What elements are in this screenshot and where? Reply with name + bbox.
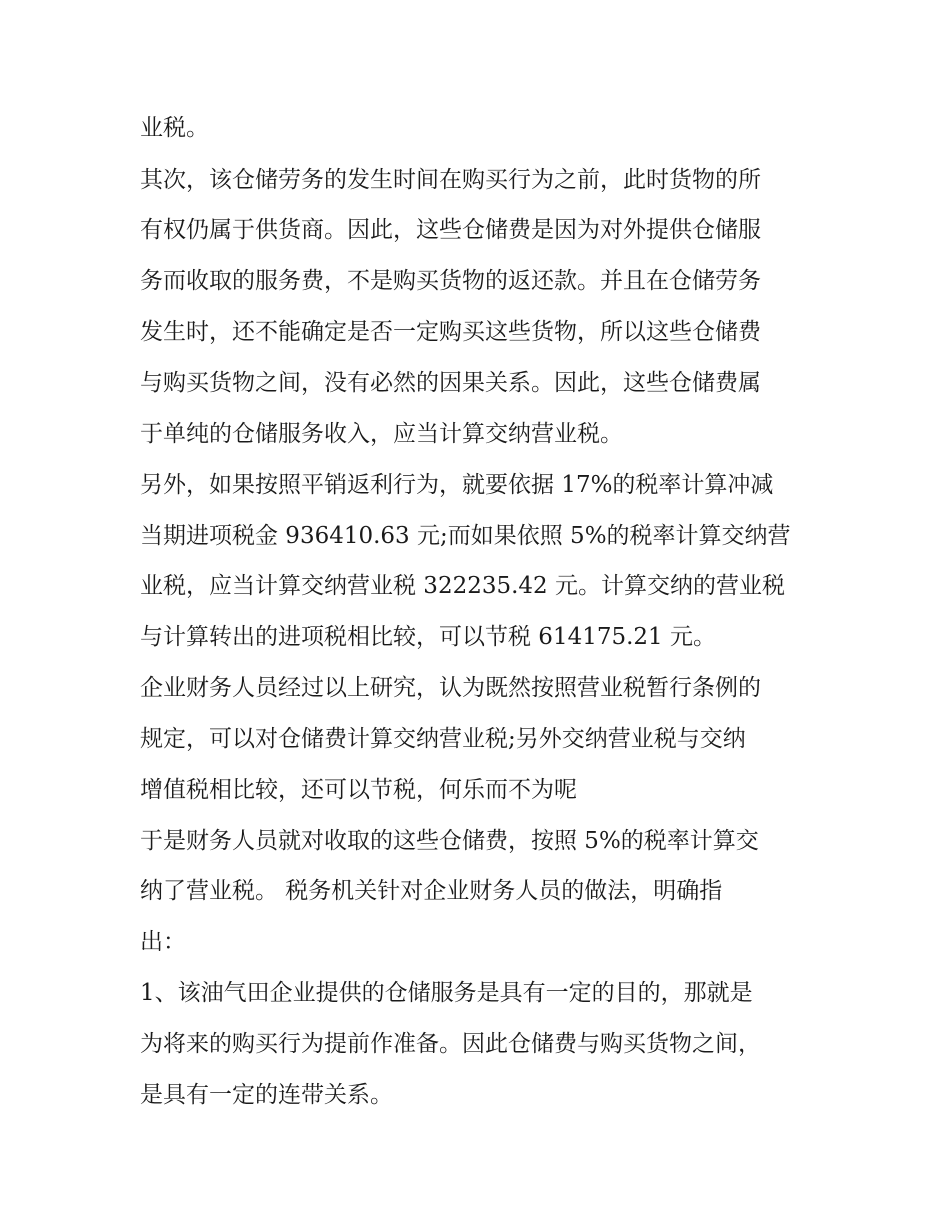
text-line: 有权仍属于供货商。因此，这些仓储费是因为对外提供仓储服 [140, 217, 761, 243]
text-line: 出： [140, 929, 186, 955]
text-line: 务而收取的服务费，不是购买货物的返还款。并且在仓储劳务 [140, 268, 761, 294]
text-line: 企业财务人员经过以上研究，认为既然按照营业税暂行条例的 [140, 675, 761, 701]
text-line: 业税。 [140, 115, 209, 141]
text-line: 1、该油气田企业提供的仓储服务是具有一定的目的，那就是 [140, 980, 753, 1006]
text-line: 另外，如果按照平销返利行为，就要依据 17%的税率计算冲减 [140, 472, 774, 498]
text-line: 增值税相比较，还可以节税，何乐而不为呢 [140, 777, 577, 803]
text-line: 发生时，还不能确定是否一定购买这些货物，所以这些仓储费 [140, 319, 761, 345]
text-line: 于单纯的仓储服务收入，应当计算交纳营业税。 [140, 421, 623, 447]
text-line: 纳了营业税。 税务机关针对企业财务人员的做法，明确指 [140, 878, 723, 904]
text-line: 当期进项税金 936410.63 元;而如果依照 5%的税率计算交纳营 [140, 523, 791, 549]
text-line: 于是财务人员就对收取的这些仓储费，按照 5%的税率计算交 [140, 828, 759, 854]
text-line: 是具有一定的连带关系。 [140, 1082, 393, 1108]
text-line: 与计算转出的进项税相比较，可以节税 614175.21 元。 [140, 624, 716, 650]
text-line: 其次，该仓储劳务的发生时间在购买行为之前，此时货物的所 [140, 167, 761, 193]
text-line: 业税，应当计算交纳营业税 322235.42 元。计算交纳的营业税 [140, 573, 785, 599]
text-line: 为将来的购买行为提前作准备。因此仓储费与购买货物之间， [140, 1031, 761, 1057]
text-line: 规定，可以对仓储费计算交纳营业税;另外交纳营业税与交纳 [140, 726, 746, 752]
text-line: 与购买货物之间，没有必然的因果关系。因此，这些仓储费属 [140, 370, 761, 396]
